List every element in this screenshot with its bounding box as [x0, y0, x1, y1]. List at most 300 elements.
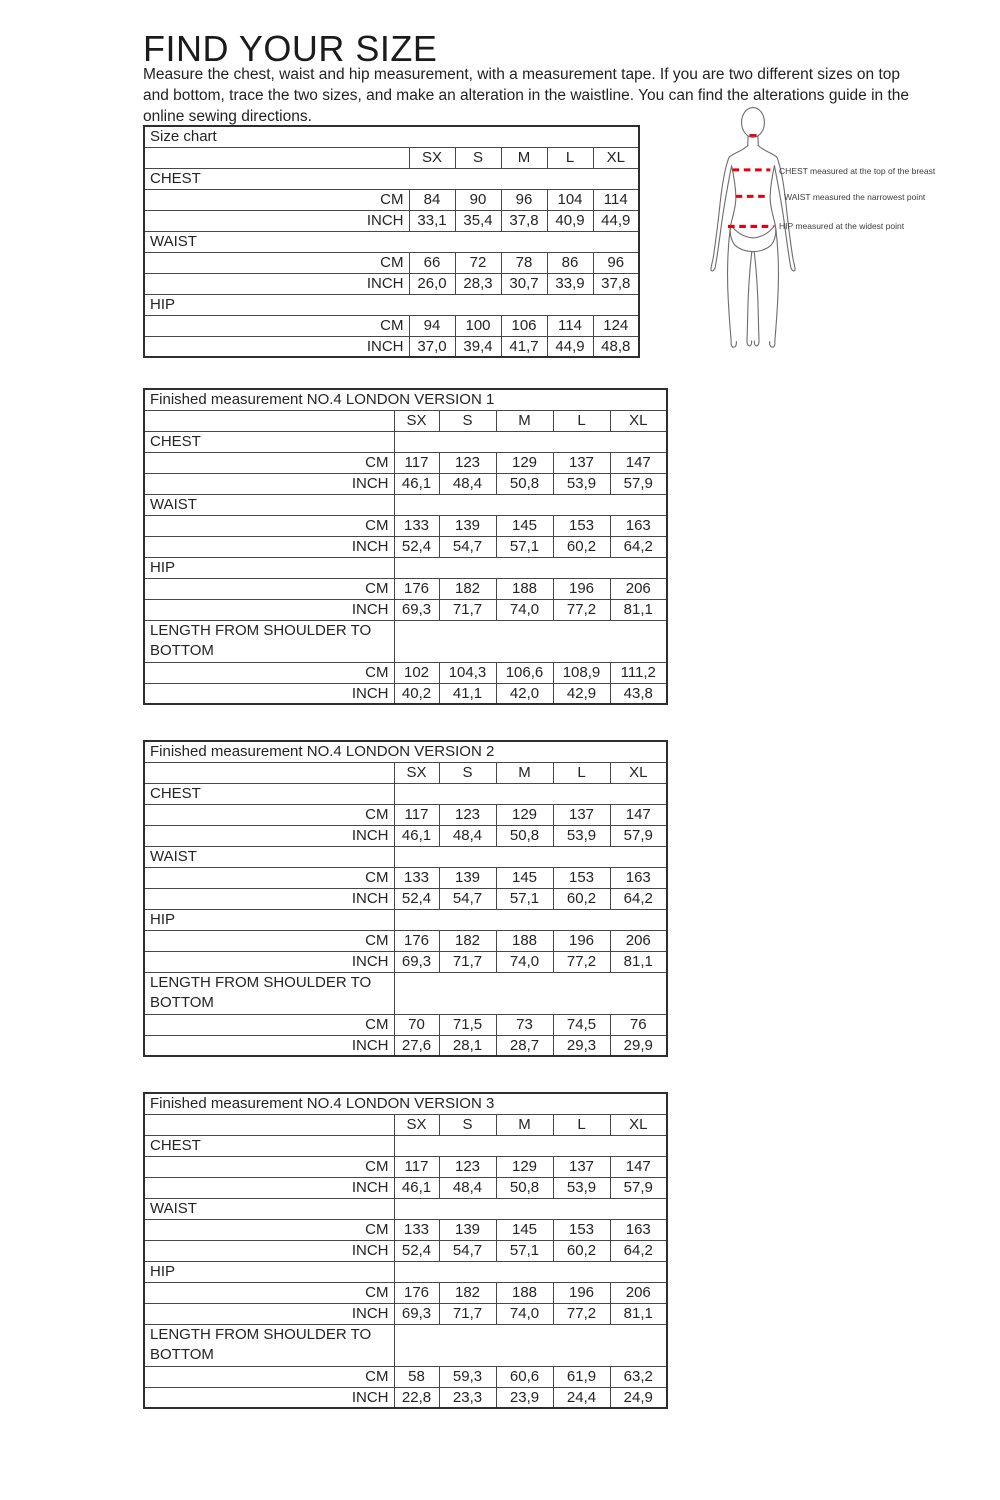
value-cell: 137: [553, 1156, 610, 1177]
finished-measurement-v2-table-container: [143, 740, 668, 1057]
section-spacer-cell: [394, 557, 667, 578]
value-cell: 46,1: [394, 1177, 439, 1198]
value-cell: 117: [394, 452, 439, 473]
unit-label-inch: INCH: [144, 888, 394, 909]
size-column-header: M: [501, 147, 547, 168]
section-spacer-cell: [394, 1135, 667, 1156]
table-row: [144, 1198, 667, 1219]
size-column-header: M: [496, 762, 553, 783]
unit-label-inch: INCH: [144, 1177, 394, 1198]
table-row: [144, 389, 667, 410]
value-cell: 28,1: [439, 1035, 496, 1056]
table-row: [144, 452, 667, 473]
value-cell: 57,9: [610, 1177, 667, 1198]
unit-label-inch: INCH: [144, 473, 394, 494]
value-cell: 50,8: [496, 473, 553, 494]
value-cell: 139: [439, 1219, 496, 1240]
table-row: [144, 315, 639, 336]
value-cell: 106,6: [496, 662, 553, 683]
value-cell: 90: [455, 189, 501, 210]
value-cell: 69,3: [394, 951, 439, 972]
value-cell: 37,8: [501, 210, 547, 231]
value-cell: 29,9: [610, 1035, 667, 1056]
value-cell: 114: [547, 315, 593, 336]
section-label: WAIST: [144, 231, 639, 252]
size-column-header: XL: [610, 762, 667, 783]
value-cell: 137: [553, 452, 610, 473]
value-cell: 46,1: [394, 473, 439, 494]
value-cell: 26,0: [409, 273, 455, 294]
value-cell: 129: [496, 452, 553, 473]
value-cell: 22,8: [394, 1387, 439, 1408]
table-row: [144, 846, 667, 867]
table-row: [144, 252, 639, 273]
section-spacer-cell: [394, 909, 667, 930]
table-row: [144, 515, 667, 536]
value-cell: 81,1: [610, 1303, 667, 1324]
value-cell: 145: [496, 515, 553, 536]
table-row: [144, 683, 667, 704]
value-cell: 74,0: [496, 951, 553, 972]
table-row: [144, 662, 667, 683]
size-column-header: M: [496, 410, 553, 431]
size-column-header: L: [553, 410, 610, 431]
intro-text: Measure the chest, waist and hip measurement, with a measurement tape. If you are two different sizes on top and bottom, trace the two sizes, and make an alteration in the waistline. You can find the alterations guide in the online sewing directions.: [143, 65, 910, 125]
value-cell: 52,4: [394, 888, 439, 909]
value-cell: 108,9: [553, 662, 610, 683]
table-row: [144, 1366, 667, 1387]
size-column-header: L: [547, 147, 593, 168]
value-cell: 137: [553, 804, 610, 825]
value-cell: 74,0: [496, 1303, 553, 1324]
section-label: WAIST: [144, 494, 394, 515]
unit-label-inch: INCH: [144, 536, 394, 557]
header-spacer-cell: [144, 410, 394, 431]
table-title: Finished measurement NO.4 LONDON VERSION 2: [144, 741, 667, 762]
unit-label-inch: INCH: [144, 683, 394, 704]
value-cell: 69,3: [394, 599, 439, 620]
value-cell: 33,1: [409, 210, 455, 231]
value-cell: 77,2: [553, 599, 610, 620]
section-label: CHEST: [144, 168, 639, 189]
table-row: [144, 210, 639, 231]
value-cell: 48,4: [439, 1177, 496, 1198]
value-cell: 71,7: [439, 1303, 496, 1324]
table-row: [144, 620, 667, 662]
table-row: [144, 578, 667, 599]
value-cell: 104: [547, 189, 593, 210]
waist-annotation: WAIST measured the narrowest point: [784, 192, 926, 202]
unit-label-inch: INCH: [144, 1303, 394, 1324]
value-cell: 77,2: [553, 1303, 610, 1324]
value-cell: 133: [394, 867, 439, 888]
table-row: [144, 294, 639, 315]
unit-label-cm: CM: [144, 804, 394, 825]
section-spacer-cell: [394, 972, 667, 1014]
unit-label-cm: CM: [144, 189, 409, 210]
unit-label-inch: INCH: [144, 1387, 394, 1408]
value-cell: 60,6: [496, 1366, 553, 1387]
table-row: [144, 189, 639, 210]
measurement-table: [143, 125, 640, 358]
value-cell: 182: [439, 1282, 496, 1303]
size-column-header: XL: [610, 1114, 667, 1135]
section-label: HIP: [144, 294, 639, 315]
value-cell: 96: [501, 189, 547, 210]
finished-measurement-v1-table-container: [143, 388, 668, 705]
section-label: WAIST: [144, 846, 394, 867]
value-cell: 106: [501, 315, 547, 336]
table-row: [144, 1035, 667, 1056]
unit-label-inch: INCH: [144, 336, 409, 357]
table-row: [144, 1114, 667, 1135]
value-cell: 188: [496, 1282, 553, 1303]
table-row: [144, 1156, 667, 1177]
value-cell: 102: [394, 662, 439, 683]
unit-label-cm: CM: [144, 578, 394, 599]
section-label: CHEST: [144, 783, 394, 804]
value-cell: 57,1: [496, 1240, 553, 1261]
unit-label-inch: INCH: [144, 951, 394, 972]
value-cell: 196: [553, 1282, 610, 1303]
unit-label-cm: CM: [144, 1014, 394, 1035]
table-row: [144, 741, 667, 762]
table-title: Finished measurement NO.4 LONDON VERSION 3: [144, 1093, 667, 1114]
value-cell: 206: [610, 1282, 667, 1303]
value-cell: 70: [394, 1014, 439, 1035]
value-cell: 72: [455, 252, 501, 273]
size-column-header: S: [439, 762, 496, 783]
unit-label-cm: CM: [144, 515, 394, 536]
value-cell: 73: [496, 1014, 553, 1035]
value-cell: 64,2: [610, 536, 667, 557]
size-column-header: S: [439, 1114, 496, 1135]
section-spacer-cell: [394, 1198, 667, 1219]
value-cell: 53,9: [553, 1177, 610, 1198]
value-cell: 52,4: [394, 536, 439, 557]
value-cell: 69,3: [394, 1303, 439, 1324]
table-row: [144, 972, 667, 1014]
section-label: HIP: [144, 1261, 394, 1282]
section-spacer-cell: [394, 1324, 667, 1366]
value-cell: 123: [439, 1156, 496, 1177]
size-column-header: XL: [610, 410, 667, 431]
value-cell: 64,2: [610, 888, 667, 909]
page-title: FIND YOUR SIZE: [143, 28, 438, 70]
value-cell: 129: [496, 1156, 553, 1177]
finished-measurement-v3-table-container: [143, 1092, 668, 1409]
value-cell: 48,4: [439, 473, 496, 494]
value-cell: 196: [553, 578, 610, 599]
value-cell: 153: [553, 515, 610, 536]
hip-annotation: HIP measured at the widest point: [779, 221, 905, 231]
value-cell: 24,9: [610, 1387, 667, 1408]
value-cell: 48,8: [593, 336, 639, 357]
value-cell: 23,9: [496, 1387, 553, 1408]
header-spacer-cell: [144, 762, 394, 783]
value-cell: 182: [439, 578, 496, 599]
body-measurement-figure: [702, 106, 1000, 358]
value-cell: 66: [409, 252, 455, 273]
value-cell: 57,1: [496, 888, 553, 909]
value-cell: 54,7: [439, 536, 496, 557]
table-row: [144, 1324, 667, 1366]
value-cell: 123: [439, 452, 496, 473]
size-column-header: M: [496, 1114, 553, 1135]
section-spacer-cell: [394, 783, 667, 804]
size-column-header: XL: [593, 147, 639, 168]
table-row: [144, 431, 667, 452]
value-cell: 29,3: [553, 1035, 610, 1056]
value-cell: 27,6: [394, 1035, 439, 1056]
table-row: [144, 1387, 667, 1408]
unit-label-inch: INCH: [144, 825, 394, 846]
section-spacer-cell: [394, 1261, 667, 1282]
value-cell: 123: [439, 804, 496, 825]
header-spacer-cell: [144, 1114, 394, 1135]
value-cell: 145: [496, 1219, 553, 1240]
size-column-header: SX: [394, 762, 439, 783]
table-row: [144, 273, 639, 294]
value-cell: 147: [610, 1156, 667, 1177]
table-row: [144, 536, 667, 557]
value-cell: 50,8: [496, 1177, 553, 1198]
value-cell: 206: [610, 578, 667, 599]
value-cell: 28,3: [455, 273, 501, 294]
chest-annotation: CHEST measured at the top of the breast: [779, 166, 936, 176]
table-row: [144, 951, 667, 972]
value-cell: 206: [610, 930, 667, 951]
value-cell: 54,7: [439, 1240, 496, 1261]
value-cell: 37,0: [409, 336, 455, 357]
table-row: [144, 494, 667, 515]
table-row: [144, 231, 639, 252]
value-cell: 61,9: [553, 1366, 610, 1387]
table-row: [144, 1282, 667, 1303]
value-cell: 40,2: [394, 683, 439, 704]
value-cell: 41,7: [501, 336, 547, 357]
table-row: [144, 473, 667, 494]
value-cell: 77,2: [553, 951, 610, 972]
value-cell: 59,3: [439, 1366, 496, 1387]
value-cell: 153: [553, 1219, 610, 1240]
value-cell: 147: [610, 452, 667, 473]
table-row: [144, 825, 667, 846]
table-row: [144, 1219, 667, 1240]
table-row: [144, 1303, 667, 1324]
value-cell: 86: [547, 252, 593, 273]
value-cell: 30,7: [501, 273, 547, 294]
unit-label-cm: CM: [144, 315, 409, 336]
value-cell: 23,3: [439, 1387, 496, 1408]
table-row: [144, 804, 667, 825]
value-cell: 74,5: [553, 1014, 610, 1035]
value-cell: 117: [394, 804, 439, 825]
measurement-table: [143, 1092, 668, 1409]
unit-label-inch: INCH: [144, 1240, 394, 1261]
section-label: HIP: [144, 909, 394, 930]
value-cell: 78: [501, 252, 547, 273]
table-row: [144, 126, 639, 147]
value-cell: 43,8: [610, 683, 667, 704]
value-cell: 44,9: [593, 210, 639, 231]
value-cell: 163: [610, 515, 667, 536]
value-cell: 163: [610, 867, 667, 888]
value-cell: 133: [394, 1219, 439, 1240]
table-row: [144, 909, 667, 930]
table-row: [144, 762, 667, 783]
section-label: CHEST: [144, 1135, 394, 1156]
value-cell: 28,7: [496, 1035, 553, 1056]
section-label: LENGTH FROM SHOULDER TO BOTTOM: [144, 620, 394, 662]
table-row: [144, 1093, 667, 1114]
value-cell: 104,3: [439, 662, 496, 683]
header-spacer-cell: [144, 147, 409, 168]
size-column-header: L: [553, 762, 610, 783]
measurement-table: [143, 388, 668, 705]
section-spacer-cell: [394, 846, 667, 867]
unit-label-cm: CM: [144, 867, 394, 888]
value-cell: 71,7: [439, 599, 496, 620]
unit-label-cm: CM: [144, 1219, 394, 1240]
section-label: CHEST: [144, 431, 394, 452]
table-title: Size chart: [144, 126, 639, 147]
value-cell: 57,1: [496, 536, 553, 557]
value-cell: 46,1: [394, 825, 439, 846]
table-row: [144, 410, 667, 431]
value-cell: 176: [394, 930, 439, 951]
value-cell: 153: [553, 867, 610, 888]
unit-label-cm: CM: [144, 930, 394, 951]
section-label: LENGTH FROM SHOULDER TO BOTTOM: [144, 1324, 394, 1366]
size-chart-table-container: [143, 125, 640, 358]
value-cell: 57,9: [610, 825, 667, 846]
table-row: [144, 557, 667, 578]
value-cell: 71,5: [439, 1014, 496, 1035]
unit-label-cm: CM: [144, 452, 394, 473]
section-label: HIP: [144, 557, 394, 578]
value-cell: 41,1: [439, 683, 496, 704]
value-cell: 133: [394, 515, 439, 536]
value-cell: 100: [455, 315, 501, 336]
value-cell: 52,4: [394, 1240, 439, 1261]
size-column-header: L: [553, 1114, 610, 1135]
value-cell: 33,9: [547, 273, 593, 294]
value-cell: 129: [496, 804, 553, 825]
value-cell: 145: [496, 867, 553, 888]
table-row: [144, 599, 667, 620]
value-cell: 60,2: [553, 888, 610, 909]
table-row: [144, 1014, 667, 1035]
value-cell: 42,9: [553, 683, 610, 704]
value-cell: 53,9: [553, 473, 610, 494]
value-cell: 60,2: [553, 536, 610, 557]
value-cell: 37,8: [593, 273, 639, 294]
table-row: [144, 930, 667, 951]
value-cell: 96: [593, 252, 639, 273]
value-cell: 139: [439, 867, 496, 888]
value-cell: 124: [593, 315, 639, 336]
section-spacer-cell: [394, 494, 667, 515]
unit-label-inch: INCH: [144, 273, 409, 294]
value-cell: 42,0: [496, 683, 553, 704]
value-cell: 44,9: [547, 336, 593, 357]
value-cell: 182: [439, 930, 496, 951]
value-cell: 74,0: [496, 599, 553, 620]
value-cell: 54,7: [439, 888, 496, 909]
section-label: LENGTH FROM SHOULDER TO BOTTOM: [144, 972, 394, 1014]
size-column-header: SX: [394, 410, 439, 431]
measurement-table: [143, 740, 668, 1057]
unit-label-cm: CM: [144, 1156, 394, 1177]
value-cell: 53,9: [553, 825, 610, 846]
value-cell: 40,9: [547, 210, 593, 231]
unit-label-cm: CM: [144, 1282, 394, 1303]
section-spacer-cell: [394, 620, 667, 662]
value-cell: 94: [409, 315, 455, 336]
value-cell: 60,2: [553, 1240, 610, 1261]
value-cell: 139: [439, 515, 496, 536]
section-spacer-cell: [394, 431, 667, 452]
unit-label-inch: INCH: [144, 599, 394, 620]
value-cell: 76: [610, 1014, 667, 1035]
table-row: [144, 1177, 667, 1198]
table-row: [144, 783, 667, 804]
table-row: [144, 1240, 667, 1261]
value-cell: 188: [496, 578, 553, 599]
value-cell: 196: [553, 930, 610, 951]
table-row: [144, 1135, 667, 1156]
value-cell: 81,1: [610, 951, 667, 972]
table-row: [144, 867, 667, 888]
value-cell: 57,9: [610, 473, 667, 494]
size-column-header: S: [455, 147, 501, 168]
value-cell: 84: [409, 189, 455, 210]
size-column-header: SX: [394, 1114, 439, 1135]
unit-label-inch: INCH: [144, 1035, 394, 1056]
value-cell: 24,4: [553, 1387, 610, 1408]
table-row: [144, 336, 639, 357]
table-title: Finished measurement NO.4 LONDON VERSION 1: [144, 389, 667, 410]
value-cell: 81,1: [610, 599, 667, 620]
value-cell: 50,8: [496, 825, 553, 846]
value-cell: 63,2: [610, 1366, 667, 1387]
table-row: [144, 1261, 667, 1282]
size-column-header: SX: [409, 147, 455, 168]
value-cell: 147: [610, 804, 667, 825]
table-row: [144, 147, 639, 168]
value-cell: 111,2: [610, 662, 667, 683]
table-row: [144, 888, 667, 909]
unit-label-cm: CM: [144, 252, 409, 273]
unit-label-cm: CM: [144, 1366, 394, 1387]
unit-label-cm: CM: [144, 662, 394, 683]
value-cell: 58: [394, 1366, 439, 1387]
size-column-header: S: [439, 410, 496, 431]
section-label: WAIST: [144, 1198, 394, 1219]
table-row: [144, 168, 639, 189]
value-cell: 64,2: [610, 1240, 667, 1261]
value-cell: 39,4: [455, 336, 501, 357]
value-cell: 35,4: [455, 210, 501, 231]
value-cell: 188: [496, 930, 553, 951]
value-cell: 71,7: [439, 951, 496, 972]
unit-label-inch: INCH: [144, 210, 409, 231]
value-cell: 176: [394, 578, 439, 599]
value-cell: 114: [593, 189, 639, 210]
value-cell: 163: [610, 1219, 667, 1240]
value-cell: 176: [394, 1282, 439, 1303]
